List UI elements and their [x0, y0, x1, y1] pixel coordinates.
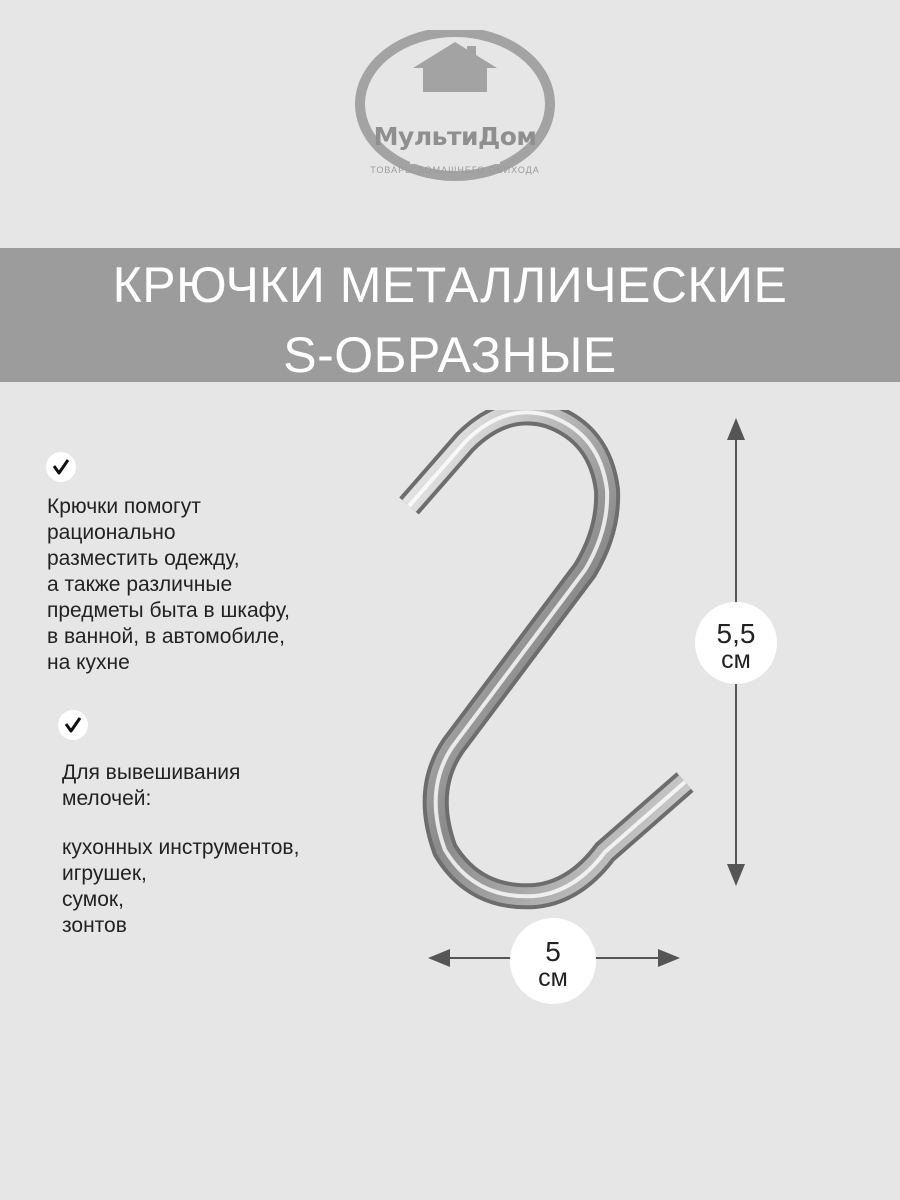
list-item: игрушек,	[62, 862, 147, 885]
list-item: кухонных инструментов,	[62, 836, 300, 859]
feature-line: на кухне	[47, 651, 130, 674]
logo-name: МультиДом	[373, 122, 537, 151]
feature-line: предметы быта в шкафу,	[47, 599, 290, 622]
feature-heading-line: Для вывешивания	[62, 761, 241, 784]
feature-line: рационально	[47, 521, 176, 544]
feature-line: разместить одежду,	[47, 547, 240, 570]
check-icon	[46, 452, 76, 482]
width-dimension-badge	[510, 918, 596, 1004]
list-item: зонтов	[62, 914, 127, 937]
feature-heading	[62, 760, 240, 812]
feature-list	[62, 835, 299, 939]
width-unit: см	[538, 964, 568, 992]
width-value: 5	[545, 936, 561, 967]
feature-description	[47, 494, 290, 676]
logo-subtitle: ТОВАРЫ ДОМАШНЕГО ОБИХОДА	[370, 165, 540, 175]
feature-line: Крючки помогут	[47, 495, 201, 518]
height-value: 5,5	[716, 618, 756, 649]
feature-line: а также различные	[47, 573, 233, 596]
feature-heading-line: мелочей:	[62, 787, 152, 810]
height-unit: см	[721, 646, 751, 674]
check-icon	[58, 710, 88, 740]
logo	[355, 30, 555, 182]
list-item: сумок,	[62, 888, 124, 911]
s-hook-image	[395, 410, 705, 910]
height-dimension-badge	[695, 602, 777, 684]
page-title-line-2: S-ОБРАЗНЫЕ	[283, 327, 617, 383]
feature-line: в ванной, в автомобиле,	[47, 625, 285, 648]
house-icon	[355, 30, 555, 182]
page-title-line-1: КРЮЧКИ МЕТАЛЛИЧЕСКИЕ	[112, 257, 788, 313]
